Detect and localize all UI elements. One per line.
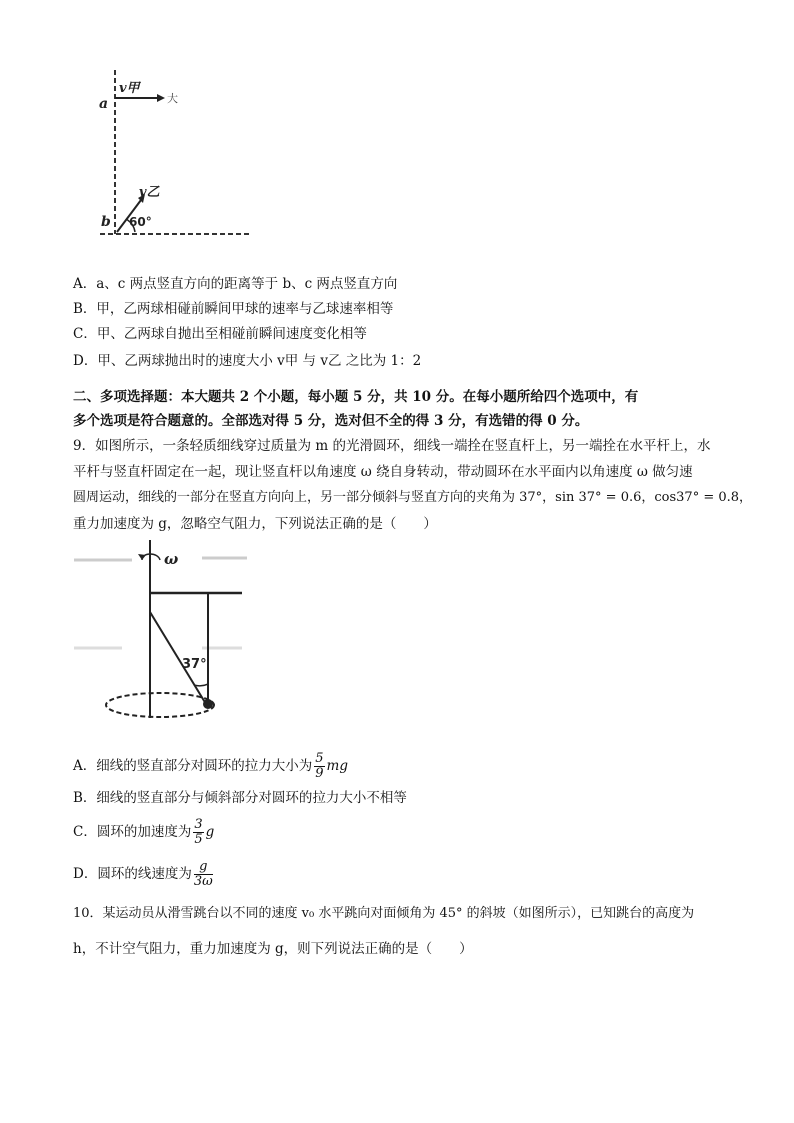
q8-label-da: 大 [167, 92, 178, 105]
q9-option-a [73, 752, 348, 781]
q9-stem-line2: 平杆与竖直杆固定在一起，现让竖直杆以角速度 ω 绕自身转动，带动圆环在水平面内以角速度 ω 做匀速 [73, 464, 693, 480]
q9-option-c-fraction [193, 818, 203, 847]
q9-label-omega: ω [164, 550, 179, 568]
q9-option-c-numerator: 3 [194, 817, 203, 832]
q9-option-d-numerator: g [194, 860, 213, 875]
q9-label-angle: 37° [182, 657, 207, 672]
q9-figure [72, 538, 262, 720]
q8-option-d: D．甲、乙两球抛出时的速度大小 v甲 与 v乙 之比为 1：2 [73, 353, 422, 369]
q8-label-b: b [101, 214, 111, 230]
q8-label-v-jia: v甲 [119, 81, 140, 96]
q9-option-d-fraction [194, 860, 213, 889]
q8-option-b: B．甲，乙两球相碰前瞬间甲球的速率与乙球速率相等 [73, 301, 394, 317]
section2-heading-line2: 多个选项是符合题意的。全部选对得 5 分，选对但不全的得 3 分，有选错的得 0 分。 [73, 413, 589, 429]
q9-option-d-denominator: 3ω [193, 874, 213, 889]
q9-option-a-tail: mg [326, 758, 348, 774]
q9-option-a-numerator: 5 [315, 751, 324, 766]
q9-option-d [73, 860, 215, 889]
q8-label-a: a [99, 96, 109, 112]
q9-option-c-text: C．圆环的加速度为 [73, 824, 192, 840]
q8-figure [95, 62, 255, 242]
q9-option-a-fraction [314, 752, 324, 781]
q9-option-c [73, 818, 214, 847]
q8-option-c: C．甲、乙两球自抛出至相碰前瞬间速度变化相等 [73, 326, 367, 342]
q9-option-b: B．细线的竖直部分与倾斜部分对圆环的拉力大小不相等 [73, 790, 407, 806]
q8-label-v-yi: v乙 [139, 185, 160, 200]
q9-option-c-denominator: 5 [194, 832, 203, 847]
q8-option-a: A．a、c 两点竖直方向的距离等于 b、c 两点竖直方向 [73, 276, 398, 292]
q9-option-c-tail: g [205, 824, 215, 840]
q9-stem-line1: 9．如图所示，一条轻质细线穿过质量为 m 的光滑圆环，细线一端拴在竖直杆上，另一端拴在水平杆上，水 [73, 438, 711, 454]
q8-label-angle: 60° [129, 215, 152, 229]
q10-stem-line2: h，不计空气阻力，重力加速度为 g，则下列说法正确的是（ ） [73, 941, 473, 957]
q9-option-a-denominator: 9 [315, 766, 324, 781]
q9-option-a-text: A．细线的竖直部分对圆环的拉力大小为 [73, 758, 313, 774]
q10-stem-line1: 10．某运动员从滑雪跳台以不同的速度 v₀ 水平跳向对面倾角为 45° 的斜坡（如图所示），已知跳台的高度为 [73, 906, 695, 921]
q9-stem-line4: 重力加速度为 g，忽略空气阻力，下列说法正确的是（ ） [73, 516, 437, 532]
q9-option-d-text: D．圆环的线速度为 [73, 866, 192, 882]
section2-heading-line1: 二、多项选择题：本大题共 2 个小题，每小题 5 分，共 10 分。在每小题所给四个选项中，有 [73, 389, 639, 405]
q9-stem-line3: 圆周运动，细线的一部分在竖直方向向上，另一部分倾斜与竖直方向的夹角为 37°，sin 37° = 0.6，cos37° = 0.8， [73, 490, 753, 505]
